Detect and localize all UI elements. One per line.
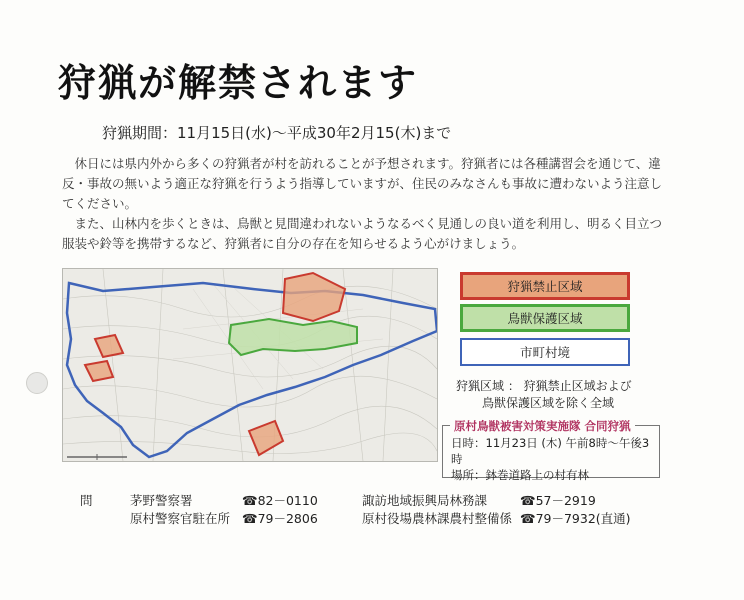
contacts-label: 問	[80, 493, 93, 508]
contact-tel: ☎57－2919	[520, 493, 596, 508]
hunting-ban-area-south	[249, 421, 283, 455]
contact-name: 原村役場農林課農村整備係	[362, 511, 513, 526]
hunting-area-note	[456, 378, 632, 412]
contact-name: 茅野警察署	[130, 493, 193, 508]
joint-hunt-place: 場所：鉢巻道路上の村有林	[451, 468, 589, 482]
contact-name: 原村警察官駐在所	[130, 511, 231, 526]
area-map	[62, 268, 438, 462]
hunting-ban-area-north	[283, 273, 345, 321]
page-title: 狩猟が解禁されます	[58, 61, 419, 105]
contact-tel: ☎79－7932(直通)	[520, 511, 631, 526]
joint-hunt-title: 原村鳥獣被害対策実施隊 合同狩猟	[450, 418, 635, 434]
hunting-ban-area-west1	[95, 335, 123, 357]
map-graphic	[63, 269, 437, 461]
hunting-ban-area-west2	[85, 361, 113, 381]
notice-paragraph-2: また、山林内を歩くときは、鳥獣と見間違われないようなるべく見通しの良い道を利用し、明るく目立つ服装や鈴等を携帯するなど、狩猟者に自分の存在を知らせるよう心がけましょう。	[62, 216, 663, 251]
legend-sanctuary: 鳥獣保護区域	[460, 304, 630, 332]
legend-municipal-border: 市町村境	[460, 338, 630, 366]
sanctuary-area	[229, 319, 357, 355]
contact-tel: ☎82－0110	[242, 493, 318, 508]
notice-body	[62, 154, 674, 254]
hunting-area-note-line1: 狩猟区域 ： 狩猟禁止区域および	[456, 379, 632, 393]
contact-name: 諏訪地域振興局林務課	[362, 493, 488, 508]
scale-bar	[67, 454, 127, 460]
joint-hunt-datetime: 日時：11月23日 (木) 午前8時～午後3時	[451, 436, 650, 466]
notice-paragraph-1: 休日には県内外から多くの狩猟者が村を訪れることが予想されます。狩猟者には各種講習会を通じて、違反・事故の無いよう適正な狩猟を行うよう指導していますが、住民のみなさんも事故に遭わないよう注意してください。	[62, 156, 663, 211]
contact-tel: ☎79－2806	[242, 511, 318, 526]
punch-hole	[26, 372, 48, 394]
hunting-period: 狩猟期間：11月15日(水)～平成30年2月15(木)まで	[102, 124, 452, 142]
hunting-area-note-line2: 鳥獣保護区域を除く全域	[482, 396, 615, 410]
legend-hunting-ban: 狩猟禁止区域	[460, 272, 630, 300]
